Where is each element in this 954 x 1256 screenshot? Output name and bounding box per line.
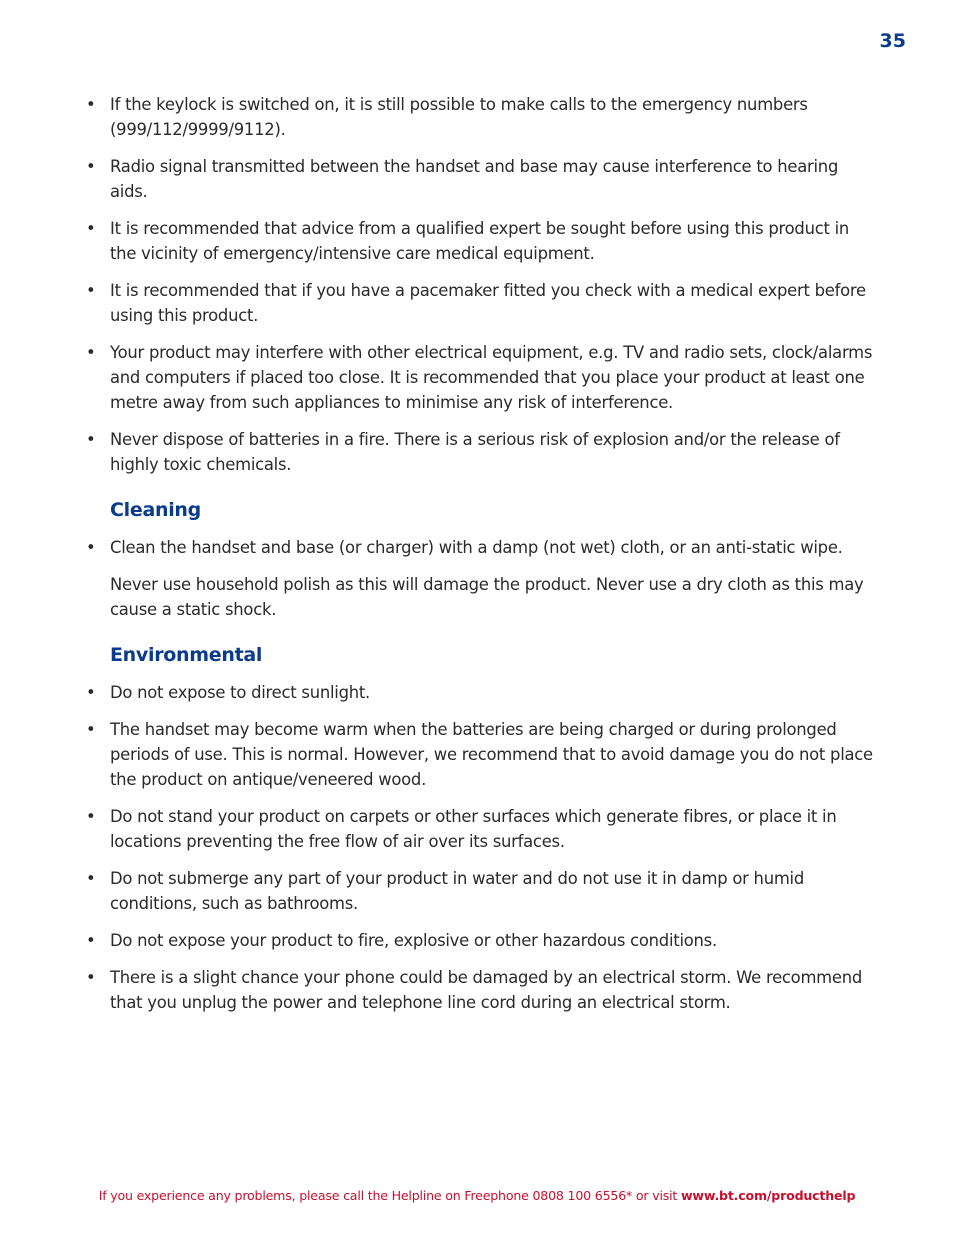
list-item: [86, 965, 876, 1015]
cleaning-list: [86, 535, 876, 560]
bullet-icon: •: [86, 807, 96, 826]
bullet-icon: •: [86, 931, 96, 950]
environmental-heading: Environmental: [110, 644, 263, 666]
page-number: 35: [879, 30, 906, 52]
list-item-text: Do not submerge any part of your product in water and do not use it in damp or humid conditions, such as bathrooms.: [110, 869, 805, 913]
list-item-text: It is recommended that if you have a pacemaker fitted you check with a medical expert before using this product.: [110, 281, 866, 325]
list-item: [86, 340, 876, 415]
environmental-list: [86, 680, 876, 1015]
page-content: [86, 92, 876, 1027]
bullet-icon: •: [86, 95, 96, 114]
bullet-icon: •: [86, 430, 96, 449]
list-item-text: The handset may become warm when the batteries are being charged or during prolonged periods of use. This is normal. However, we recommend that to avoid damage you do not place the product on antique/veneered wood.: [110, 720, 873, 789]
list-item: [86, 928, 876, 953]
list-item: [86, 535, 876, 560]
list-item-text: Never dispose of batteries in a fire. There is a serious risk of explosion and/or the release of highly toxic chemicals.: [110, 430, 840, 474]
footer-helpline: [0, 1188, 954, 1203]
list-item-text: Do not expose to direct sunlight.: [110, 683, 371, 702]
list-item: [86, 427, 876, 477]
list-item: [86, 92, 876, 142]
list-item: [86, 717, 876, 792]
cleaning-heading: Cleaning: [110, 499, 201, 521]
list-item-text: It is recommended that advice from a qualified expert be sought before using this product in the vicinity of emergency/intensive care medical equipment.: [110, 219, 850, 263]
list-item: [86, 680, 876, 705]
bullet-icon: •: [86, 968, 96, 987]
list-item: [86, 866, 876, 916]
list-item-text: If the keylock is switched on, it is still possible to make calls to the emergency numbers (999/112/9999/9112).: [110, 95, 808, 139]
list-item: [86, 216, 876, 266]
list-item-text: There is a slight chance your phone could be damaged by an electrical storm. We recommend that you unplug the power and telephone line cord during an electrical storm.: [110, 968, 863, 1012]
safety-list: [86, 92, 876, 477]
bullet-icon: •: [86, 281, 96, 300]
bullet-icon: •: [86, 538, 96, 557]
list-item-text: Do not expose your product to fire, explosive or other hazardous conditions.: [110, 931, 717, 950]
list-item-text: Radio signal transmitted between the handset and base may cause interference to hearing aids.: [110, 157, 839, 201]
bullet-icon: •: [86, 683, 96, 702]
footer-text: If you experience any problems, please call the Helpline on Freephone 0808 100 6556* or visit: [98, 1188, 681, 1203]
cleaning-note: Never use household polish as this will damage the product. Never use a dry cloth as this may cause a static shock.: [110, 575, 864, 619]
bullet-icon: •: [86, 720, 96, 739]
footer-link[interactable]: www.bt.com/producthelp: [680, 1188, 856, 1203]
bullet-icon: •: [86, 343, 96, 362]
list-item-text: Your product may interfere with other electrical equipment, e.g. TV and radio sets, clock/alarms and computers if placed too close. It is recommended that you place your product at least one metre away from such appliances to minimise any risk of interference.: [110, 343, 873, 412]
list-item: [86, 154, 876, 204]
list-item: [86, 278, 876, 328]
bullet-icon: •: [86, 219, 96, 238]
list-item-text: Do not stand your product on carpets or other surfaces which generate fibres, or place it in locations preventing the free flow of air over its surfaces.: [110, 807, 837, 851]
bullet-icon: •: [86, 869, 96, 888]
list-item: [86, 804, 876, 854]
bullet-icon: •: [86, 157, 96, 176]
list-item-text: Clean the handset and base (or charger) with a damp (not wet) cloth, or an anti-static wipe.: [110, 538, 843, 557]
